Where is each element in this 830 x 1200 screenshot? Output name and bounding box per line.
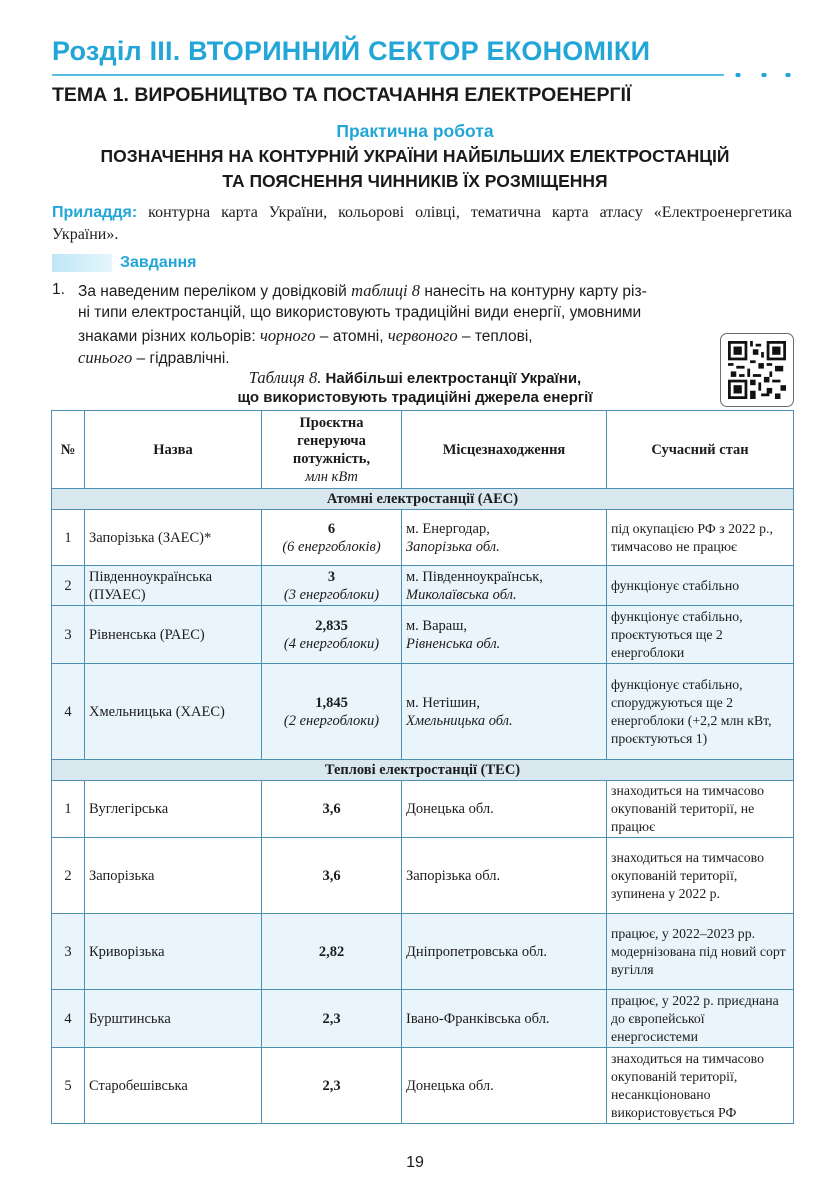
cell-status: функціонує стабільно, споруджуються ще 2 енергоблоки (+2,2 млн кВт, проєктуються 1)	[607, 664, 794, 760]
table-row	[52, 510, 794, 566]
work-title-line-1: ПОЗНАЧЕННЯ НА КОНТУРНІЙ УКРАЇНИ НАЙБІЛЬШИХ ЕЛЕКТРОСТАНЦІЙ	[100, 146, 730, 166]
cell-num: 4	[52, 664, 85, 760]
cell-status: знаходиться на тимчасово окупованій території, несанкціоновано використовується РФ	[607, 1048, 794, 1124]
header-location: Місцезнаходження	[402, 411, 607, 489]
group-label-tes: Теплові електростанції (ТЕС)	[52, 760, 794, 781]
table-row	[52, 1048, 794, 1124]
cell-num: 3	[52, 914, 85, 990]
cell-num: 2	[52, 838, 85, 914]
cell-location: Дніпропетровська обл.	[402, 914, 607, 990]
table-row	[52, 990, 794, 1048]
materials-paragraph	[52, 202, 792, 246]
cell-name: Вуглегірська	[85, 781, 262, 838]
task-line-4: синього – гідравлічні.	[78, 348, 230, 367]
task-line-2: ні типи електростанцій, що використовують традиційні види енергії, умовними	[78, 304, 642, 321]
table-row	[52, 566, 794, 606]
cell-num: 4	[52, 990, 85, 1048]
cell-location: м. Південноукраїнськ, Миколаївська обл.	[402, 566, 607, 606]
cell-location: Івано-Франківська обл.	[402, 990, 607, 1048]
group-label-aes: Атомні електростанції (АЕС)	[52, 489, 794, 510]
group-row-aes	[52, 489, 794, 510]
cell-name: Хмельницька (ХАЕС)	[85, 664, 262, 760]
cell-location: м. Вараш, Рівненська обл.	[402, 606, 607, 664]
table-caption-line-1: Таблиця 8. Найбільші електростанції України,	[248, 368, 582, 387]
cell-status: працює, у 2022–2023 рр. модернізована під новий сорт вугілля	[607, 914, 794, 990]
task-heading-bar	[52, 254, 112, 272]
cell-name: Запорізька	[85, 838, 262, 914]
practical-work-label: Практична робота	[336, 121, 494, 141]
table-row	[52, 606, 794, 664]
cell-name: Криворізька	[85, 914, 262, 990]
cell-power: 1,845 (2 енергоблоки)	[262, 664, 402, 760]
cell-status: функціонує стабільно, проєктуються ще 2 енергоблоки	[607, 606, 794, 664]
materials-label: Приладдя:	[52, 204, 138, 221]
header-power: Проєктна генеруюча потужність, млн кВт	[262, 411, 402, 489]
table-row	[52, 664, 794, 760]
cell-power: 2,835 (4 енергоблоки)	[262, 606, 402, 664]
page-number: 19	[406, 1154, 424, 1171]
cell-power: 3,6	[262, 838, 402, 914]
cell-location: Запорізька обл.	[402, 838, 607, 914]
cell-location: Донецька обл.	[402, 1048, 607, 1124]
task-line-1: За наведеним переліком у довідковій таблиці 8 нанесіть на контурну карту різ-	[78, 281, 647, 300]
header-name: Назва	[85, 411, 262, 489]
cell-num: 2	[52, 566, 85, 606]
cell-power: 2,82	[262, 914, 402, 990]
table-header-row	[52, 411, 794, 489]
table-row	[52, 914, 794, 990]
cell-num: 5	[52, 1048, 85, 1124]
section-divider	[52, 73, 792, 77]
cell-location: м. Енергодар, Запорізька обл.	[402, 510, 607, 566]
table-row	[52, 838, 794, 914]
cell-name: Запорізька (ЗАЕС)*	[85, 510, 262, 566]
cell-power: 2,3	[262, 1048, 402, 1124]
cell-status: під окупацією РФ з 2022 р., тимчасово не працює	[607, 510, 794, 566]
cell-status: знаходиться на тимчасово окупованій території, не працює	[607, 781, 794, 838]
task-number: 1.	[52, 281, 65, 298]
group-row-tes	[52, 760, 794, 781]
cell-name: Південноукраїнська (ПУАЕС)	[85, 566, 262, 606]
cell-name: Старобешівська	[85, 1048, 262, 1124]
work-title-line-2: ТА ПОЯСНЕННЯ ЧИННИКІВ ЇХ РОЗМІЩЕННЯ	[222, 171, 608, 191]
cell-status: працює, у 2022 р. приєднана до європейської енергосистеми	[607, 990, 794, 1048]
power-plants-table	[51, 410, 794, 1124]
cell-num: 1	[52, 781, 85, 838]
cell-name: Бурштинська	[85, 990, 262, 1048]
cell-power: 3,6	[262, 781, 402, 838]
task-label: Завдання	[120, 254, 197, 271]
table-caption-line-2: що використовують традиційні джерела енергії	[237, 389, 593, 406]
cell-power: 3 (3 енергоблоки)	[262, 566, 402, 606]
cell-location: Донецька обл.	[402, 781, 607, 838]
task-line-3: знаками різних кольорів: чорного – атомні, червоного – теплові,	[78, 326, 533, 345]
cell-status: знаходиться на тимчасово окупованій території, зупинена у 2022 р.	[607, 838, 794, 914]
cell-num: 1	[52, 510, 85, 566]
cell-location: м. Нетішин, Хмельницька обл.	[402, 664, 607, 760]
table-row	[52, 781, 794, 838]
materials-text: контурна карта України, кольорові олівці, тематична карта атласу «Електроенергетика України».	[52, 204, 793, 243]
cell-power: 6 (6 енергоблоків)	[262, 510, 402, 566]
cell-num: 3	[52, 606, 85, 664]
cell-name: Рівненська (РАЕС)	[85, 606, 262, 664]
header-status: Сучасний стан	[607, 411, 794, 489]
task-heading	[52, 253, 196, 273]
section-title: Розділ III. ВТОРИННИЙ СЕКТОР ЕКОНОМІКИ	[52, 36, 651, 66]
topic-title: ТЕМА 1. ВИРОБНИЦТВО ТА ПОСТАЧАННЯ ЕЛЕКТРОЕНЕРГІЇ	[52, 84, 632, 106]
header-num: №	[52, 411, 85, 489]
cell-status: функціонує стабільно	[607, 566, 794, 606]
cell-power: 2,3	[262, 990, 402, 1048]
